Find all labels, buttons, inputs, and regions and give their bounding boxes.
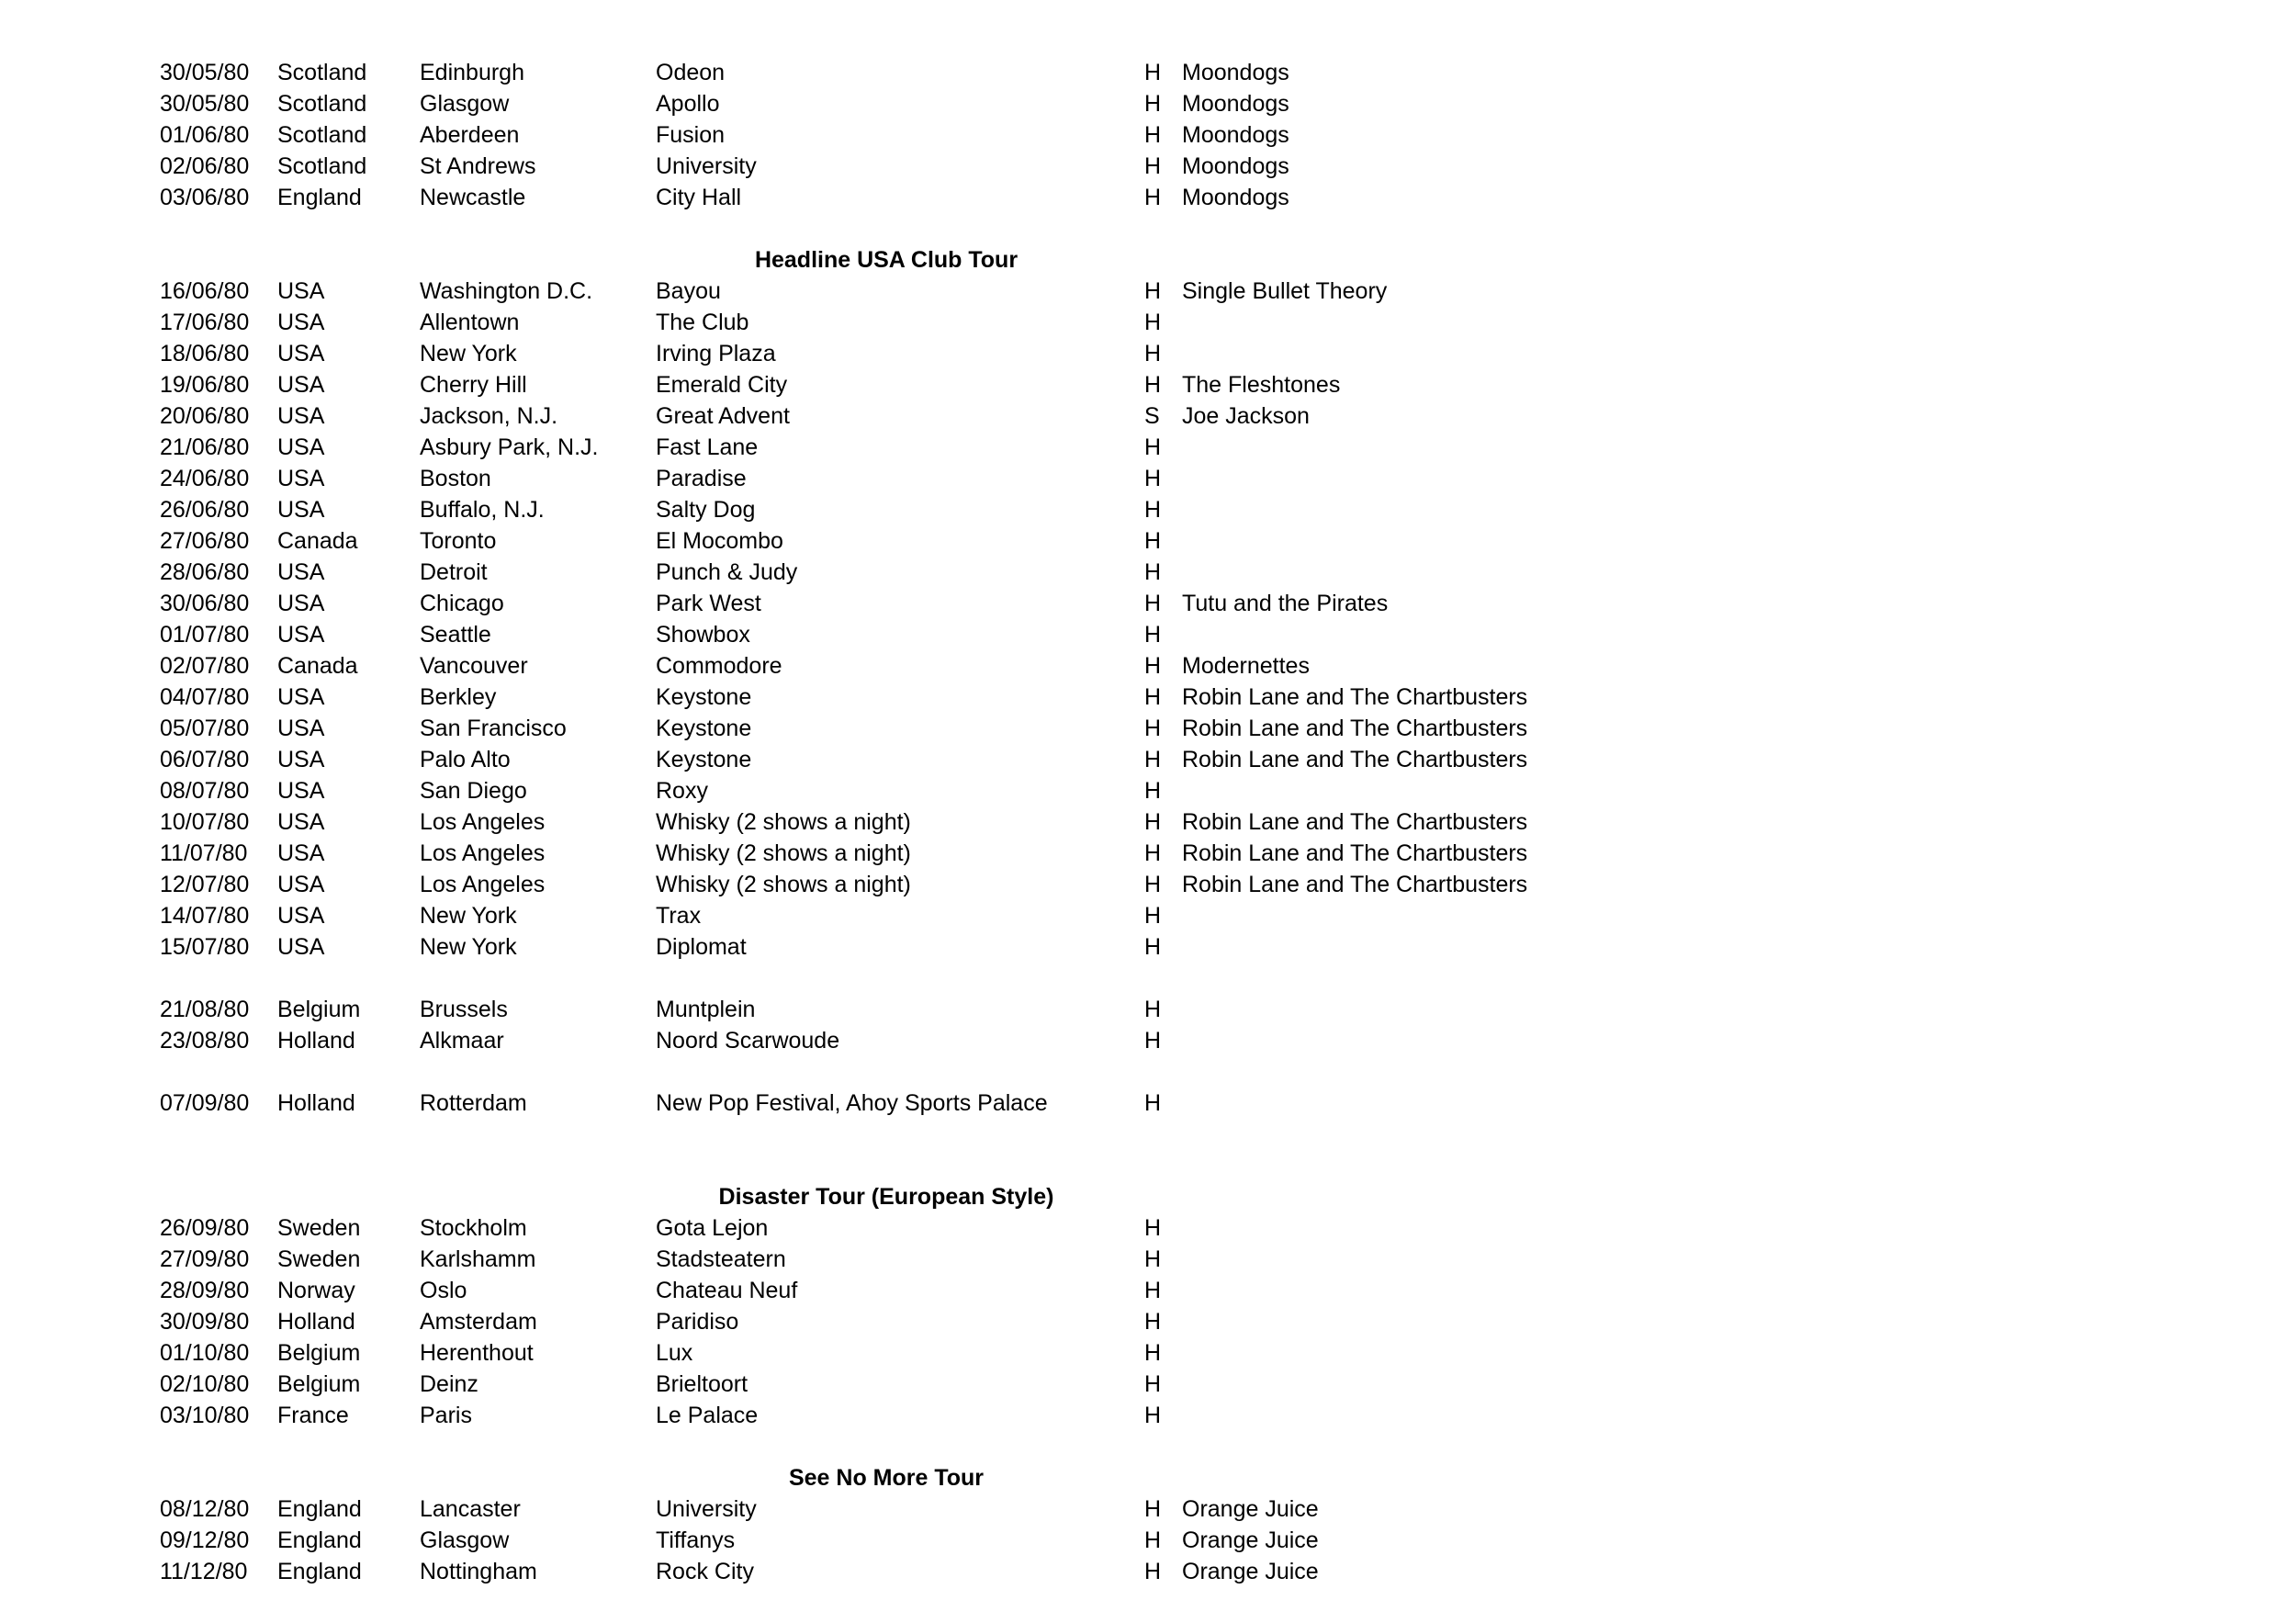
country-cell: USA (277, 434, 325, 460)
gig-row (0, 931, 2296, 963)
status-cell: H (1144, 122, 1162, 148)
gig-row (0, 1212, 2296, 1244)
gig-row (0, 1493, 2296, 1525)
city-cell: Los Angeles (420, 840, 546, 866)
tour-section-heading (0, 1181, 2296, 1212)
date-cell: 23/08/80 (160, 1028, 250, 1054)
date-cell: 08/07/80 (160, 778, 250, 804)
gig-row (0, 432, 2296, 463)
country-cell: USA (277, 466, 325, 491)
status-cell: H (1144, 684, 1162, 710)
status-cell: S (1144, 403, 1160, 429)
venue-cell: New Pop Festival, Ahoy Sports Palace (656, 1090, 1048, 1116)
status-cell: H (1144, 1340, 1162, 1366)
venue-cell: Roxy (656, 778, 708, 804)
status-cell: H (1144, 997, 1162, 1022)
date-cell: 01/07/80 (160, 622, 250, 648)
status-cell: H (1144, 747, 1162, 772)
support-act-cell: Robin Lane and The Chartbusters (1182, 872, 1528, 897)
status-cell: H (1144, 559, 1162, 585)
gig-row (0, 713, 2296, 744)
support-act-cell: Modernettes (1182, 653, 1310, 679)
venue-cell: University (656, 1496, 757, 1522)
gig-row (0, 57, 2296, 88)
status-cell: H (1144, 1215, 1162, 1241)
country-cell: Holland (277, 1309, 355, 1335)
city-cell: Chicago (420, 591, 504, 616)
gig-row (0, 369, 2296, 400)
city-cell: Asbury Park, N.J. (420, 434, 599, 460)
support-act-cell: Robin Lane and The Chartbusters (1182, 684, 1528, 710)
venue-cell: Fast Lane (656, 434, 759, 460)
venue-cell: Whisky (2 shows a night) (656, 872, 911, 897)
venue-cell: Irving Plaza (656, 341, 776, 366)
country-cell: USA (277, 341, 325, 366)
support-act-cell: Joe Jackson (1182, 403, 1310, 429)
status-cell: H (1144, 153, 1162, 179)
status-cell: H (1144, 278, 1162, 304)
venue-cell: Chateau Neuf (656, 1278, 798, 1303)
date-cell: 14/07/80 (160, 903, 250, 929)
date-cell: 05/07/80 (160, 716, 250, 741)
city-cell: Glasgow (420, 91, 510, 117)
city-cell: San Francisco (420, 716, 567, 741)
tour-dates-sheet (0, 57, 2296, 1587)
date-cell: 26/06/80 (160, 497, 250, 523)
venue-cell: University (656, 153, 757, 179)
country-cell: USA (277, 278, 325, 304)
status-cell: H (1144, 1371, 1162, 1397)
country-cell: France (277, 1403, 349, 1428)
gig-row (0, 588, 2296, 619)
date-cell: 02/06/80 (160, 153, 250, 179)
gig-row (0, 307, 2296, 338)
venue-cell: Noord Scarwoude (656, 1028, 840, 1054)
date-cell: 24/06/80 (160, 466, 250, 491)
support-act-cell: The Fleshtones (1182, 372, 1341, 398)
blank-row (0, 1150, 2296, 1181)
country-cell: USA (277, 591, 325, 616)
city-cell: Herenthout (420, 1340, 534, 1366)
status-cell: H (1144, 840, 1162, 866)
gig-row (0, 1244, 2296, 1275)
date-cell: 07/09/80 (160, 1090, 250, 1116)
blank-row (0, 1431, 2296, 1462)
city-cell: Lancaster (420, 1496, 521, 1522)
date-cell: 30/09/80 (160, 1309, 250, 1335)
venue-cell: Stadsteatern (656, 1246, 786, 1272)
gig-row (0, 744, 2296, 775)
status-cell: H (1144, 716, 1162, 741)
country-cell: USA (277, 840, 325, 866)
support-act-cell: Tutu and the Pirates (1182, 591, 1389, 616)
support-act-cell: Orange Juice (1182, 1496, 1319, 1522)
country-cell: Scotland (277, 60, 367, 85)
date-cell: 17/06/80 (160, 310, 250, 335)
city-cell: Allentown (420, 310, 520, 335)
venue-cell: Apollo (656, 91, 720, 117)
country-cell: USA (277, 716, 325, 741)
city-cell: Edinburgh (420, 60, 524, 85)
city-cell: Seattle (420, 622, 491, 648)
gig-row (0, 182, 2296, 213)
date-cell: 04/07/80 (160, 684, 250, 710)
date-cell: 16/06/80 (160, 278, 250, 304)
city-cell: Cherry Hill (420, 372, 527, 398)
country-cell: USA (277, 310, 325, 335)
country-cell: USA (277, 747, 325, 772)
status-cell: H (1144, 778, 1162, 804)
gig-row (0, 869, 2296, 900)
city-cell: Toronto (420, 528, 497, 554)
gig-row (0, 494, 2296, 525)
gig-row (0, 1275, 2296, 1306)
venue-cell: Bayou (656, 278, 721, 304)
country-cell: England (277, 1527, 362, 1553)
status-cell: H (1144, 903, 1162, 929)
date-cell: 30/06/80 (160, 591, 250, 616)
country-cell: Belgium (277, 997, 361, 1022)
venue-cell: Gota Lejon (656, 1215, 769, 1241)
city-cell: Buffalo, N.J. (420, 497, 545, 523)
city-cell: Amsterdam (420, 1309, 537, 1335)
status-cell: H (1144, 1403, 1162, 1428)
venue-cell: Trax (656, 903, 702, 929)
city-cell: Palo Alto (420, 747, 511, 772)
venue-cell: Keystone (656, 716, 752, 741)
date-cell: 11/12/80 (160, 1559, 248, 1584)
status-cell: H (1144, 1496, 1162, 1522)
city-cell: St Andrews (420, 153, 536, 179)
support-act-cell: Single Bullet Theory (1182, 278, 1388, 304)
gig-row (0, 994, 2296, 1025)
status-cell: H (1144, 934, 1162, 960)
tour-title: Headline USA Club Tour (754, 247, 1019, 273)
country-cell: USA (277, 497, 325, 523)
city-cell: Detroit (420, 559, 488, 585)
gig-row (0, 1337, 2296, 1369)
status-cell: H (1144, 497, 1162, 523)
country-cell: Scotland (277, 91, 367, 117)
status-cell: H (1144, 434, 1162, 460)
gig-row (0, 119, 2296, 151)
date-cell: 19/06/80 (160, 372, 250, 398)
country-cell: USA (277, 559, 325, 585)
venue-cell: Diplomat (656, 934, 747, 960)
status-cell: H (1144, 1246, 1162, 1272)
venue-cell: Le Palace (656, 1403, 759, 1428)
support-act-cell: Robin Lane and The Chartbusters (1182, 747, 1528, 772)
country-cell: USA (277, 622, 325, 648)
status-cell: H (1144, 372, 1162, 398)
blank-row (0, 213, 2296, 244)
country-cell: USA (277, 684, 325, 710)
city-cell: Karlshamm (420, 1246, 536, 1272)
city-cell: Glasgow (420, 1527, 510, 1553)
city-cell: San Diego (420, 778, 527, 804)
status-cell: H (1144, 341, 1162, 366)
status-cell: H (1144, 1028, 1162, 1054)
city-cell: New York (420, 341, 517, 366)
date-cell: 30/05/80 (160, 91, 250, 117)
blank-row (0, 1119, 2296, 1150)
support-act-cell: Robin Lane and The Chartbusters (1182, 840, 1528, 866)
gig-row (0, 900, 2296, 931)
date-cell: 03/10/80 (160, 1403, 250, 1428)
venue-cell: Whisky (2 shows a night) (656, 840, 911, 866)
venue-cell: Rock City (656, 1559, 754, 1584)
country-cell: USA (277, 372, 325, 398)
venue-cell: Paridiso (656, 1309, 739, 1335)
date-cell: 30/05/80 (160, 60, 250, 85)
status-cell: H (1144, 91, 1162, 117)
date-cell: 01/10/80 (160, 1340, 250, 1366)
country-cell: Belgium (277, 1371, 361, 1397)
country-cell: England (277, 1559, 362, 1584)
country-cell: Canada (277, 653, 358, 679)
venue-cell: City Hall (656, 185, 742, 210)
country-cell: Norway (277, 1278, 355, 1303)
gig-row (0, 1369, 2296, 1400)
support-act-cell: Robin Lane and The Chartbusters (1182, 716, 1528, 741)
venue-cell: Emerald City (656, 372, 788, 398)
country-cell: England (277, 1496, 362, 1522)
gig-row (0, 400, 2296, 432)
venue-cell: Park West (656, 591, 761, 616)
city-cell: Los Angeles (420, 809, 546, 835)
gig-row (0, 806, 2296, 838)
status-cell: H (1144, 653, 1162, 679)
country-cell: Scotland (277, 122, 367, 148)
date-cell: 21/08/80 (160, 997, 250, 1022)
gig-row (0, 838, 2296, 869)
date-cell: 10/07/80 (160, 809, 250, 835)
country-cell: Belgium (277, 1340, 361, 1366)
country-cell: England (277, 185, 362, 210)
city-cell: Alkmaar (420, 1028, 504, 1054)
gig-row (0, 525, 2296, 557)
date-cell: 15/07/80 (160, 934, 250, 960)
status-cell: H (1144, 872, 1162, 897)
gig-row (0, 619, 2296, 650)
gig-row (0, 1025, 2296, 1056)
status-cell: H (1144, 310, 1162, 335)
date-cell: 28/09/80 (160, 1278, 250, 1303)
venue-cell: Keystone (656, 747, 752, 772)
venue-cell: Tiffanys (656, 1527, 736, 1553)
status-cell: H (1144, 466, 1162, 491)
support-act-cell: Moondogs (1182, 60, 1289, 85)
tour-section-heading (0, 1462, 2296, 1493)
city-cell: Jackson, N.J. (420, 403, 558, 429)
city-cell: Oslo (420, 1278, 467, 1303)
gig-row (0, 682, 2296, 713)
city-cell: Stockholm (420, 1215, 527, 1241)
city-cell: Deinz (420, 1371, 478, 1397)
date-cell: 26/09/80 (160, 1215, 250, 1241)
date-cell: 01/06/80 (160, 122, 250, 148)
blank-row (0, 963, 2296, 994)
gig-row (0, 1088, 2296, 1119)
support-act-cell: Orange Juice (1182, 1527, 1319, 1553)
status-cell: H (1144, 1090, 1162, 1116)
country-cell: Sweden (277, 1246, 361, 1272)
city-cell: Paris (420, 1403, 472, 1428)
support-act-cell: Moondogs (1182, 91, 1289, 117)
country-cell: Holland (277, 1028, 355, 1054)
city-cell: Newcastle (420, 185, 526, 210)
venue-cell: Commodore (656, 653, 782, 679)
city-cell: Berkley (420, 684, 497, 710)
venue-cell: Lux (656, 1340, 693, 1366)
city-cell: Vancouver (420, 653, 528, 679)
country-cell: USA (277, 934, 325, 960)
status-cell: H (1144, 809, 1162, 835)
country-cell: USA (277, 872, 325, 897)
gig-row (0, 338, 2296, 369)
status-cell: H (1144, 1278, 1162, 1303)
status-cell: H (1144, 1309, 1162, 1335)
support-act-cell: Robin Lane and The Chartbusters (1182, 809, 1528, 835)
city-cell: Aberdeen (420, 122, 520, 148)
gig-row (0, 557, 2296, 588)
venue-cell: Salty Dog (656, 497, 756, 523)
venue-cell: Brieltoort (656, 1371, 748, 1397)
tour-title: Disaster Tour (European Style) (718, 1184, 1054, 1210)
country-cell: USA (277, 903, 325, 929)
venue-cell: Fusion (656, 122, 726, 148)
tour-title: See No More Tour (788, 1465, 985, 1491)
venue-cell: Keystone (656, 684, 752, 710)
status-cell: H (1144, 60, 1162, 85)
date-cell: 02/10/80 (160, 1371, 250, 1397)
status-cell: H (1144, 1527, 1162, 1553)
city-cell: Rotterdam (420, 1090, 527, 1116)
date-cell: 11/07/80 (160, 840, 248, 866)
venue-cell: Whisky (2 shows a night) (656, 809, 911, 835)
support-act-cell: Moondogs (1182, 122, 1289, 148)
date-cell: 27/09/80 (160, 1246, 250, 1272)
date-cell: 02/07/80 (160, 653, 250, 679)
country-cell: Holland (277, 1090, 355, 1116)
gig-row (0, 1556, 2296, 1587)
country-cell: Sweden (277, 1215, 361, 1241)
support-act-cell: Moondogs (1182, 185, 1289, 210)
tour-section-heading (0, 244, 2296, 276)
status-cell: H (1144, 622, 1162, 648)
date-cell: 27/06/80 (160, 528, 250, 554)
status-cell: H (1144, 591, 1162, 616)
gig-row (0, 463, 2296, 494)
status-cell: H (1144, 1559, 1162, 1584)
venue-cell: Muntplein (656, 997, 756, 1022)
date-cell: 28/06/80 (160, 559, 250, 585)
date-cell: 06/07/80 (160, 747, 250, 772)
date-cell: 08/12/80 (160, 1496, 250, 1522)
country-cell: USA (277, 403, 325, 429)
venue-cell: Punch & Judy (656, 559, 798, 585)
country-cell: USA (277, 778, 325, 804)
date-cell: 12/07/80 (160, 872, 250, 897)
venue-cell: The Club (656, 310, 749, 335)
date-cell: 09/12/80 (160, 1527, 250, 1553)
support-act-cell: Moondogs (1182, 153, 1289, 179)
gig-row (0, 650, 2296, 682)
venue-cell: Showbox (656, 622, 750, 648)
status-cell: H (1144, 185, 1162, 210)
city-cell: New York (420, 934, 517, 960)
gig-row (0, 1400, 2296, 1431)
date-cell: 18/06/80 (160, 341, 250, 366)
city-cell: Nottingham (420, 1559, 537, 1584)
country-cell: Canada (277, 528, 358, 554)
gig-row (0, 276, 2296, 307)
date-cell: 21/06/80 (160, 434, 250, 460)
country-cell: USA (277, 809, 325, 835)
venue-cell: Paradise (656, 466, 747, 491)
gig-row (0, 1525, 2296, 1556)
venue-cell: El Mocombo (656, 528, 783, 554)
status-cell: H (1144, 528, 1162, 554)
country-cell: Scotland (277, 153, 367, 179)
date-cell: 03/06/80 (160, 185, 250, 210)
city-cell: Boston (420, 466, 491, 491)
city-cell: Los Angeles (420, 872, 546, 897)
date-cell: 20/06/80 (160, 403, 250, 429)
blank-row (0, 1056, 2296, 1088)
city-cell: Brussels (420, 997, 508, 1022)
venue-cell: Great Advent (656, 403, 790, 429)
support-act-cell: Orange Juice (1182, 1559, 1319, 1584)
gig-row (0, 1306, 2296, 1337)
gig-row (0, 775, 2296, 806)
city-cell: Washington D.C. (420, 278, 593, 304)
venue-cell: Odeon (656, 60, 726, 85)
gig-row (0, 88, 2296, 119)
city-cell: New York (420, 903, 517, 929)
gig-row (0, 151, 2296, 182)
